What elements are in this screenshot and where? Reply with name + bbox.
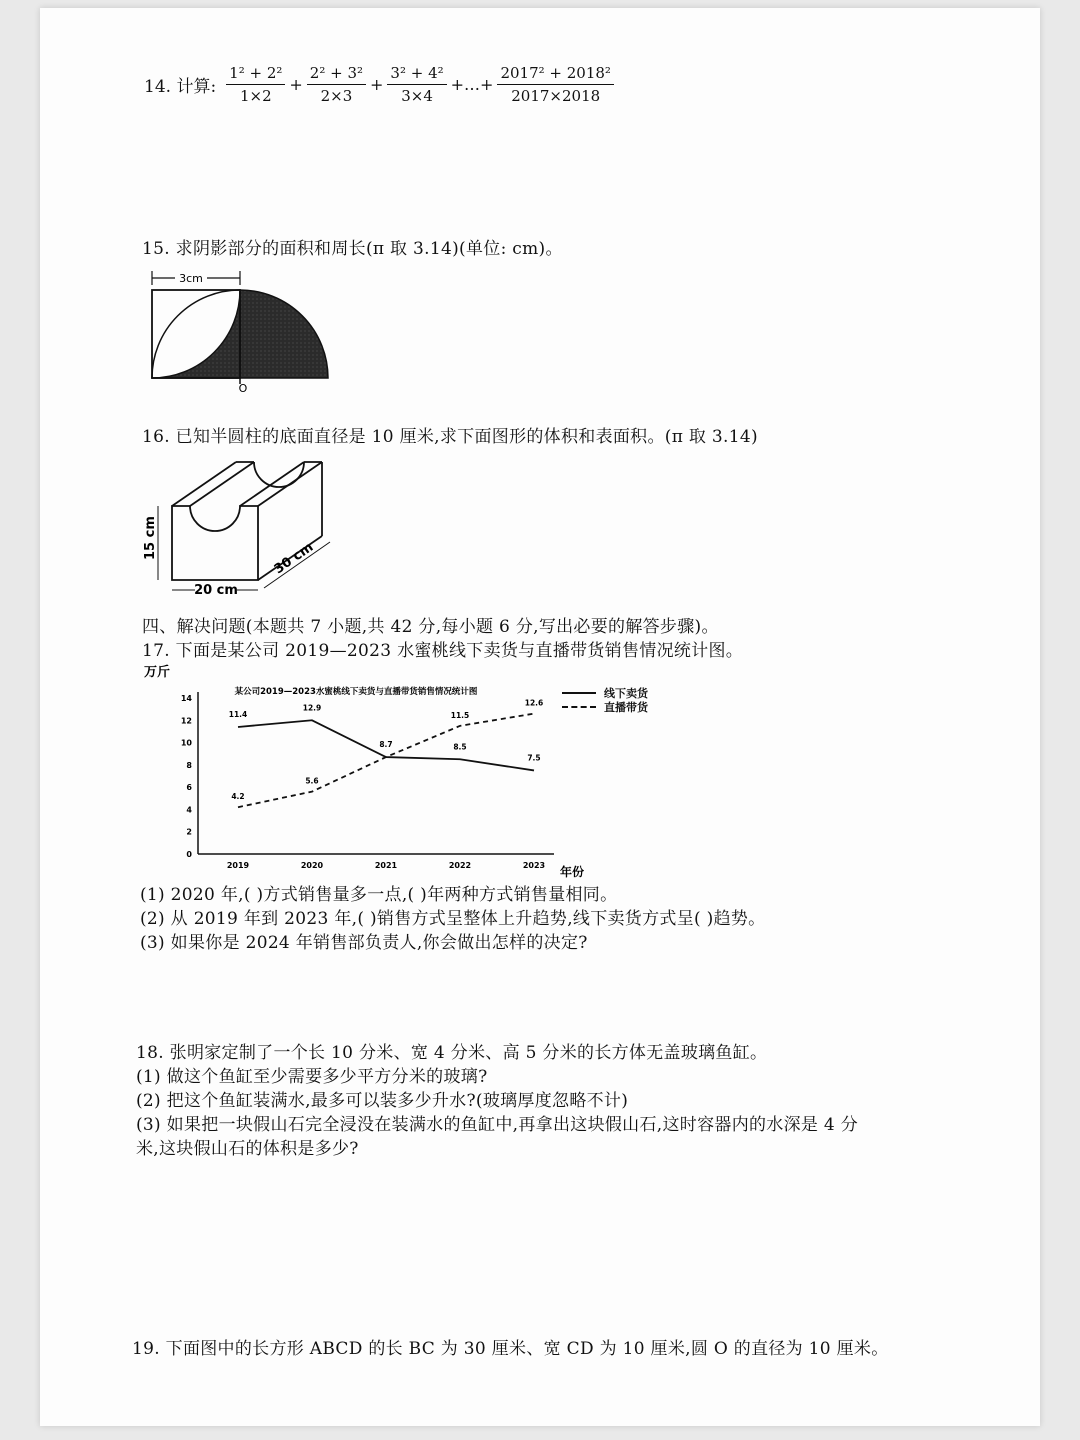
q18-sub-2: (2) 把这个鱼缸装满水,最多可以装多少升水?(玻璃厚度忽略不计) — [136, 1091, 629, 1111]
depth-label: 30 cm — [271, 539, 317, 578]
q14-fraction-2 — [307, 64, 366, 105]
question-19-text: 19. 下面图中的长方形 ABCD 的长 BC 为 30 厘米、宽 CD 为 10 厘米,圆 O 的直径为 10 厘米。 — [132, 1339, 889, 1359]
y-tick-label: 0 — [186, 850, 192, 859]
q14-frac1-den: 1×2 — [239, 87, 272, 105]
q14-label: 14. 计算: — [144, 77, 217, 97]
question-17-text: 17. 下面是某公司 2019—2023 水蜜桃线下卖货与直播带货销售情况统计图。 — [142, 641, 744, 661]
chart-title: 某公司2019—2023水蜜桃线下卖货与直播带货销售情况统计图 — [234, 687, 478, 697]
data-label: 4.2 — [231, 792, 245, 802]
y-tick-label: 14 — [180, 694, 192, 703]
data-label: 11.5 — [450, 710, 470, 720]
data-label: 8.5 — [453, 742, 467, 752]
dim-label: 3cm — [179, 272, 203, 285]
q14-frac3-den: 3×4 — [401, 87, 433, 105]
y-axis-label: 万斤 — [144, 665, 171, 680]
q18-sub-3a: (3) 如果把一块假山石完全浸没在装满水的鱼缸中,再拿出这块假山石,这时容器内的水深是 4 分 — [136, 1115, 859, 1135]
q14-frac1-num: 1² + 2² — [226, 64, 285, 85]
question-18-text: 18. 张明家定制了一个长 10 分米、宽 4 分米、高 5 分米的长方体无盖玻璃鱼缸。 — [136, 1043, 768, 1063]
data-label: 12.6 — [524, 698, 544, 708]
question-14 — [144, 64, 616, 105]
q14-op-2: + — [370, 75, 384, 94]
data-label: 7.5 — [527, 753, 541, 763]
y-tick-label: 2 — [186, 827, 192, 837]
legend-live-label: 直播带货 — [604, 701, 648, 714]
x-tick-label: 2021 — [374, 861, 398, 870]
y-tick-label: 10 — [180, 738, 192, 748]
height-label: 15 cm — [143, 516, 158, 560]
chart-legend — [562, 686, 648, 714]
shaded-quarter-disk — [240, 290, 328, 378]
q14-fraction-4 — [497, 64, 613, 105]
legend-dashed-line — [562, 706, 596, 708]
x-tick-label: 2019 — [226, 861, 250, 870]
x-tick-label: 2022 — [448, 861, 472, 870]
legend-item-offline — [562, 686, 648, 700]
y-tick-label: 12 — [180, 716, 192, 726]
data-label: 11.4 — [228, 709, 248, 719]
x-tick-label: 2020 — [300, 861, 324, 870]
q14-frac4-den: 2017×2018 — [511, 87, 601, 105]
q14-frac2-num: 2² + 3² — [307, 64, 366, 85]
legend-offline-label: 线下卖货 — [604, 687, 648, 700]
q17-sub-3: (3) 如果你是 2024 年销售部负责人,你会做出怎样的决定? — [140, 933, 588, 953]
data-label: 8.7 — [379, 740, 393, 750]
q17-sub-2: (2) 从 2019 年到 2023 年,( )销售方式呈整体上升趋势,线下卖货方式呈( )趋势。 — [140, 909, 766, 929]
question-15-text: 15. 求阴影部分的面积和周长(π 取 3.14)(单位: cm)。 — [142, 239, 563, 259]
q18-sub-3b: 米,这块假山石的体积是多少? — [136, 1139, 359, 1159]
section-4-heading: 四、解决问题(本题共 7 小题,共 42 分,每小题 6 分,写出必要的解答步骤)。 — [142, 617, 719, 637]
y-tick-label: 6 — [186, 783, 192, 793]
q18-sub-1: (1) 做这个鱼缸至少需要多少平方分米的玻璃? — [136, 1067, 488, 1087]
q14-fraction-1 — [226, 64, 285, 105]
legend-solid-line — [562, 692, 596, 694]
data-label: 5.6 — [305, 776, 319, 786]
data-label: 12.9 — [302, 703, 322, 713]
series-line-live — [238, 714, 534, 808]
x-tick-label: 2023 — [522, 861, 546, 870]
exam-page — [40, 8, 1040, 1426]
q14-op-3: +…+ — [450, 75, 494, 94]
width-label: 20 cm — [194, 583, 238, 598]
y-tick-label: 4 — [186, 805, 192, 815]
q14-frac2-den: 2×3 — [320, 87, 353, 105]
q14-op-1: + — [289, 75, 303, 94]
question-16-text: 16. 已知半圆柱的底面直径是 10 厘米,求下面图形的体积和表面积。(π 取 3.14) — [142, 427, 758, 447]
q14-frac4-num: 2017² + 2018² — [497, 64, 613, 85]
y-tick-label: 8 — [186, 760, 192, 770]
q14-frac3-num: 3² + 4² — [387, 64, 446, 85]
q14-fraction-3 — [387, 64, 446, 105]
q15-figure — [140, 258, 340, 393]
q17-line-chart — [136, 658, 585, 880]
center-label: O — [238, 382, 248, 395]
q16-figure — [140, 448, 390, 598]
legend-item-live — [562, 700, 648, 714]
x-axis-label: 年份 — [559, 865, 585, 879]
q17-sub-1: (1) 2020 年,( )方式销售量多一点,( )年两种方式销售量相同。 — [140, 885, 618, 905]
